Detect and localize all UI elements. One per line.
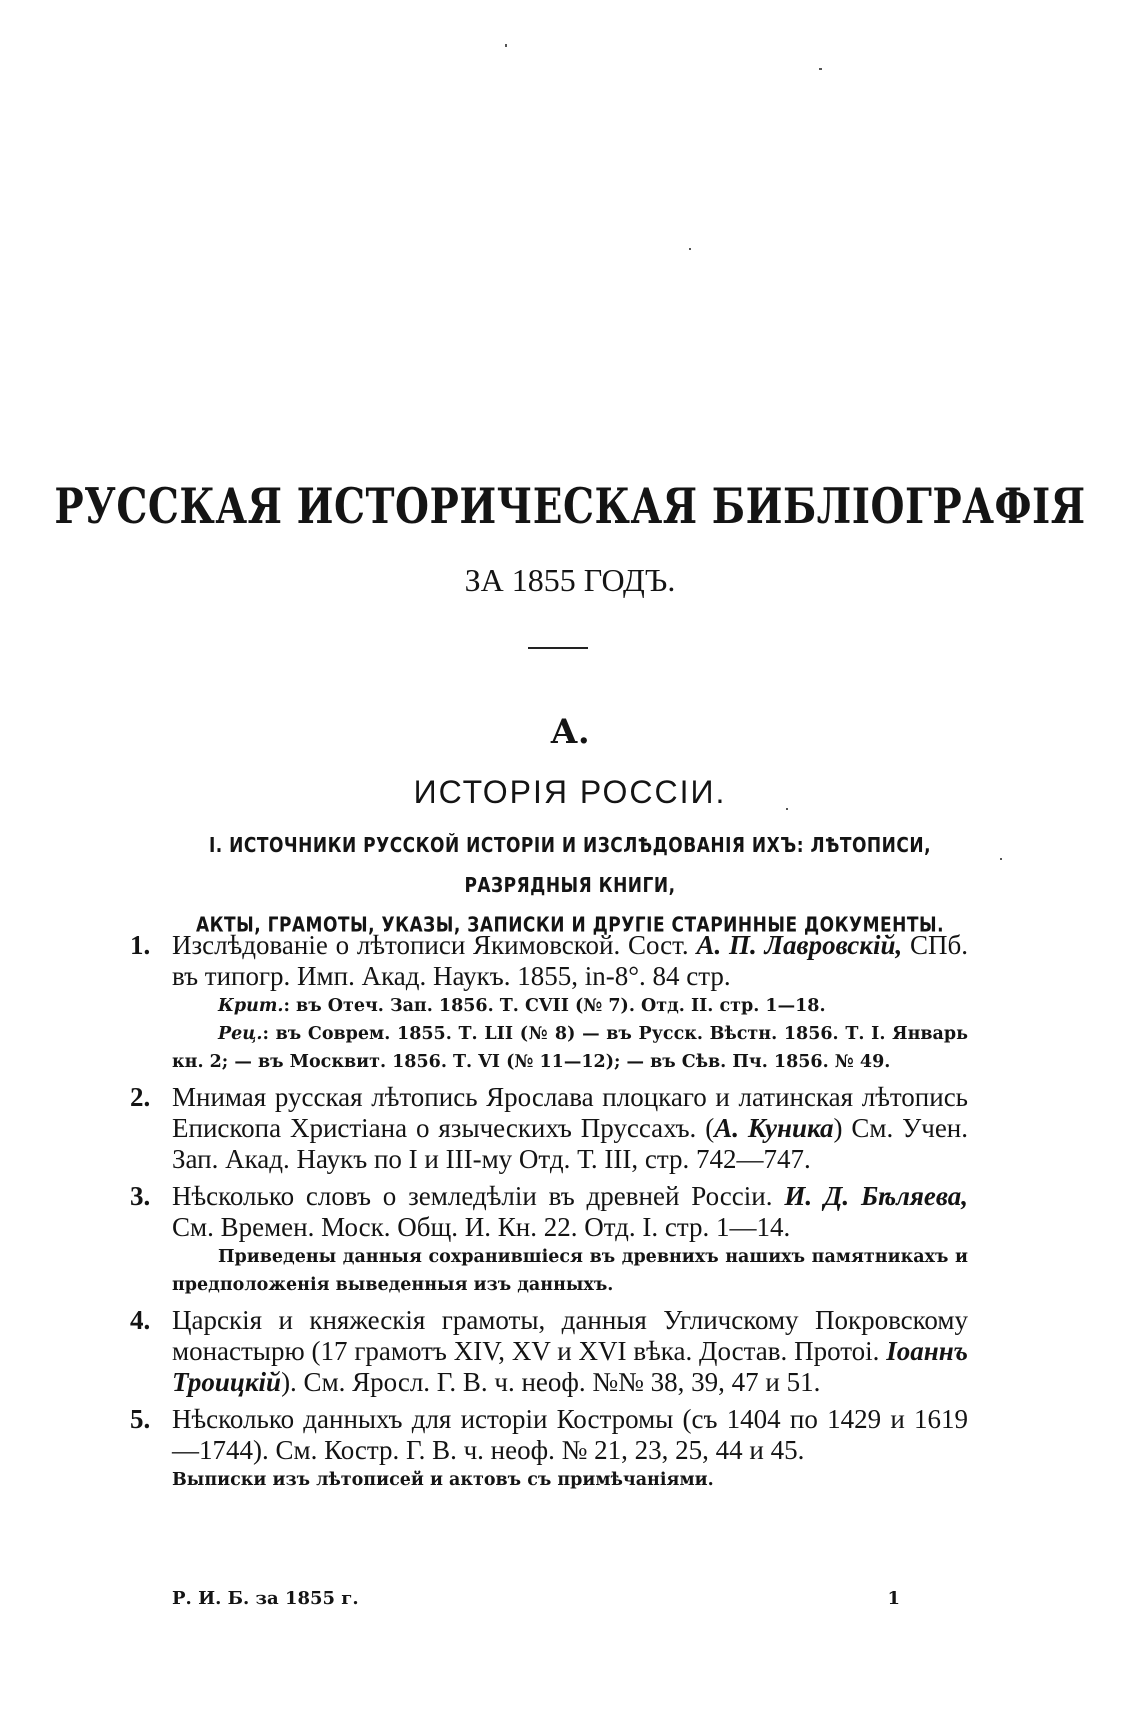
entry-author: И. Д. Бѣляева, [784, 1181, 969, 1211]
divider-rule [528, 647, 588, 649]
entry-text [172, 930, 968, 992]
entry-number: 5. [130, 1404, 151, 1434]
entry-text [172, 1181, 968, 1243]
note-label: Крит. [218, 996, 284, 1016]
bibliography-list [130, 930, 968, 1500]
bibliography-entry-2 [130, 1082, 968, 1175]
book-subtitle: ЗА 1855 ГОДЪ. [464, 562, 676, 598]
entry-author: А. Куника [714, 1113, 834, 1143]
subsection-heading [150, 827, 990, 946]
bibliography-entry-5 [130, 1404, 968, 1494]
entry-annotation: Приведены данныя сохранившіеся въ древнихъ нашихъ памятникахъ и предположенія выведенныя изъ данныхъ. [172, 1247, 968, 1295]
entry-title: Изслѣдованіе о лѣтописи Якимовской. Сост. [172, 930, 697, 960]
entry-number: 1. [130, 930, 151, 960]
page-footer [172, 1588, 900, 1609]
entry-annotation: Выписки изъ лѣтописей и актовъ съ примѣчаніями. [172, 1470, 714, 1490]
print-speck [505, 44, 507, 47]
print-speck [1000, 858, 1002, 860]
entry-publication: ) См. Учен. Зап. Акад. Наукъ по I и III-му Отд. Т. III, стр. 742—747. [172, 1113, 969, 1174]
entry-publication: ). См. Яросл. Г. В. ч. неоф. №№ 38, 39, 47 и 51. [281, 1367, 821, 1397]
entry-number: 2. [130, 1082, 151, 1112]
bibliography-entry-4 [130, 1305, 968, 1398]
note-label: Рец. [218, 1024, 263, 1044]
bibliography-entry-1 [130, 930, 968, 1076]
bibliography-entry-3 [130, 1181, 968, 1299]
print-speck [819, 68, 822, 70]
entry-publication: См. Времен. Моск. Общ. И. Кн. 22. Отд. I. стр. 1—14. [172, 1212, 791, 1242]
entry-critique-note [172, 992, 968, 1020]
entry-text: Нѣсколько данныхъ для исторіи Костромы (съ 1404 по 1429 и 1619—1744). См. Костр. Г. В. ч. неоф. № 21, 23, 25, 44 и 45. [172, 1404, 968, 1465]
note-text: : въ Отеч. Зап. 1856. Т. CVII (№ 7). Отд. II. стр. 1—18. [283, 996, 826, 1016]
entry-title: Мнимая русская лѣтопись Ярослава плоцкаго и латинская лѣтопись Епископа Христіана о языческихъ Пруссахъ. ( [172, 1082, 968, 1143]
subsection-line-2: АКТЫ, ГРАМОТЫ, УКАЗЫ, ЗАПИСКИ И ДРУГІЕ СТАРИННЫЕ ДОКУМЕНТЫ. [195, 913, 945, 938]
entry-text [172, 1305, 968, 1398]
page-number: 1 [887, 1588, 900, 1609]
entry-author: Іоаннъ Троицкій [172, 1336, 968, 1397]
book-title: РУССКАЯ ИСТОРИЧЕСКАЯ БИБЛІОГРАФІЯ [54, 478, 1086, 536]
entry-title: Нѣсколько словъ о земледѣліи въ древней Россіи. [172, 1181, 785, 1211]
entry-number: 3. [130, 1181, 151, 1211]
print-speck [689, 248, 691, 250]
entry-author: А. П. Лавровскій, [696, 930, 903, 960]
entry-text [172, 1082, 968, 1175]
entry-publication: СПб. въ типогр. Имп. Акад. Наукъ. 1855, in-8°. 84 стр. [172, 930, 968, 991]
note-text: : въ Соврем. 1855. Т. LII (№ 8) — въ Русск. Вѣстн. 1856. Т. I. Январь кн. 2; — въ Москвит. 1856. Т. VI (№ 11—12); — въ Сѣв. Пч. 1856. № 49. [172, 1024, 968, 1072]
part-letter: А. [550, 712, 590, 752]
subsection-line-1: I. ИСТОЧНИКИ РУССКОЙ ИСТОРІИ И ИЗСЛѢДОВАНІЯ ИХЪ: ЛѢТОПИСИ, РАЗРЯДНЫЯ КНИГИ, [208, 834, 932, 898]
entry-title: Царскія и княжескія грамоты, данныя Угличскому Покровскому монастырю (17 грамотъ XIV, XV и XVI вѣка. Достав. Протоі. [172, 1305, 968, 1366]
section-heading: ИСТОРІЯ РОССІИ. [413, 774, 727, 810]
signature-mark: Р. И. Б. за 1855 г. [172, 1588, 359, 1609]
entry-review-note [172, 1020, 968, 1076]
entry-number: 4. [130, 1305, 151, 1335]
